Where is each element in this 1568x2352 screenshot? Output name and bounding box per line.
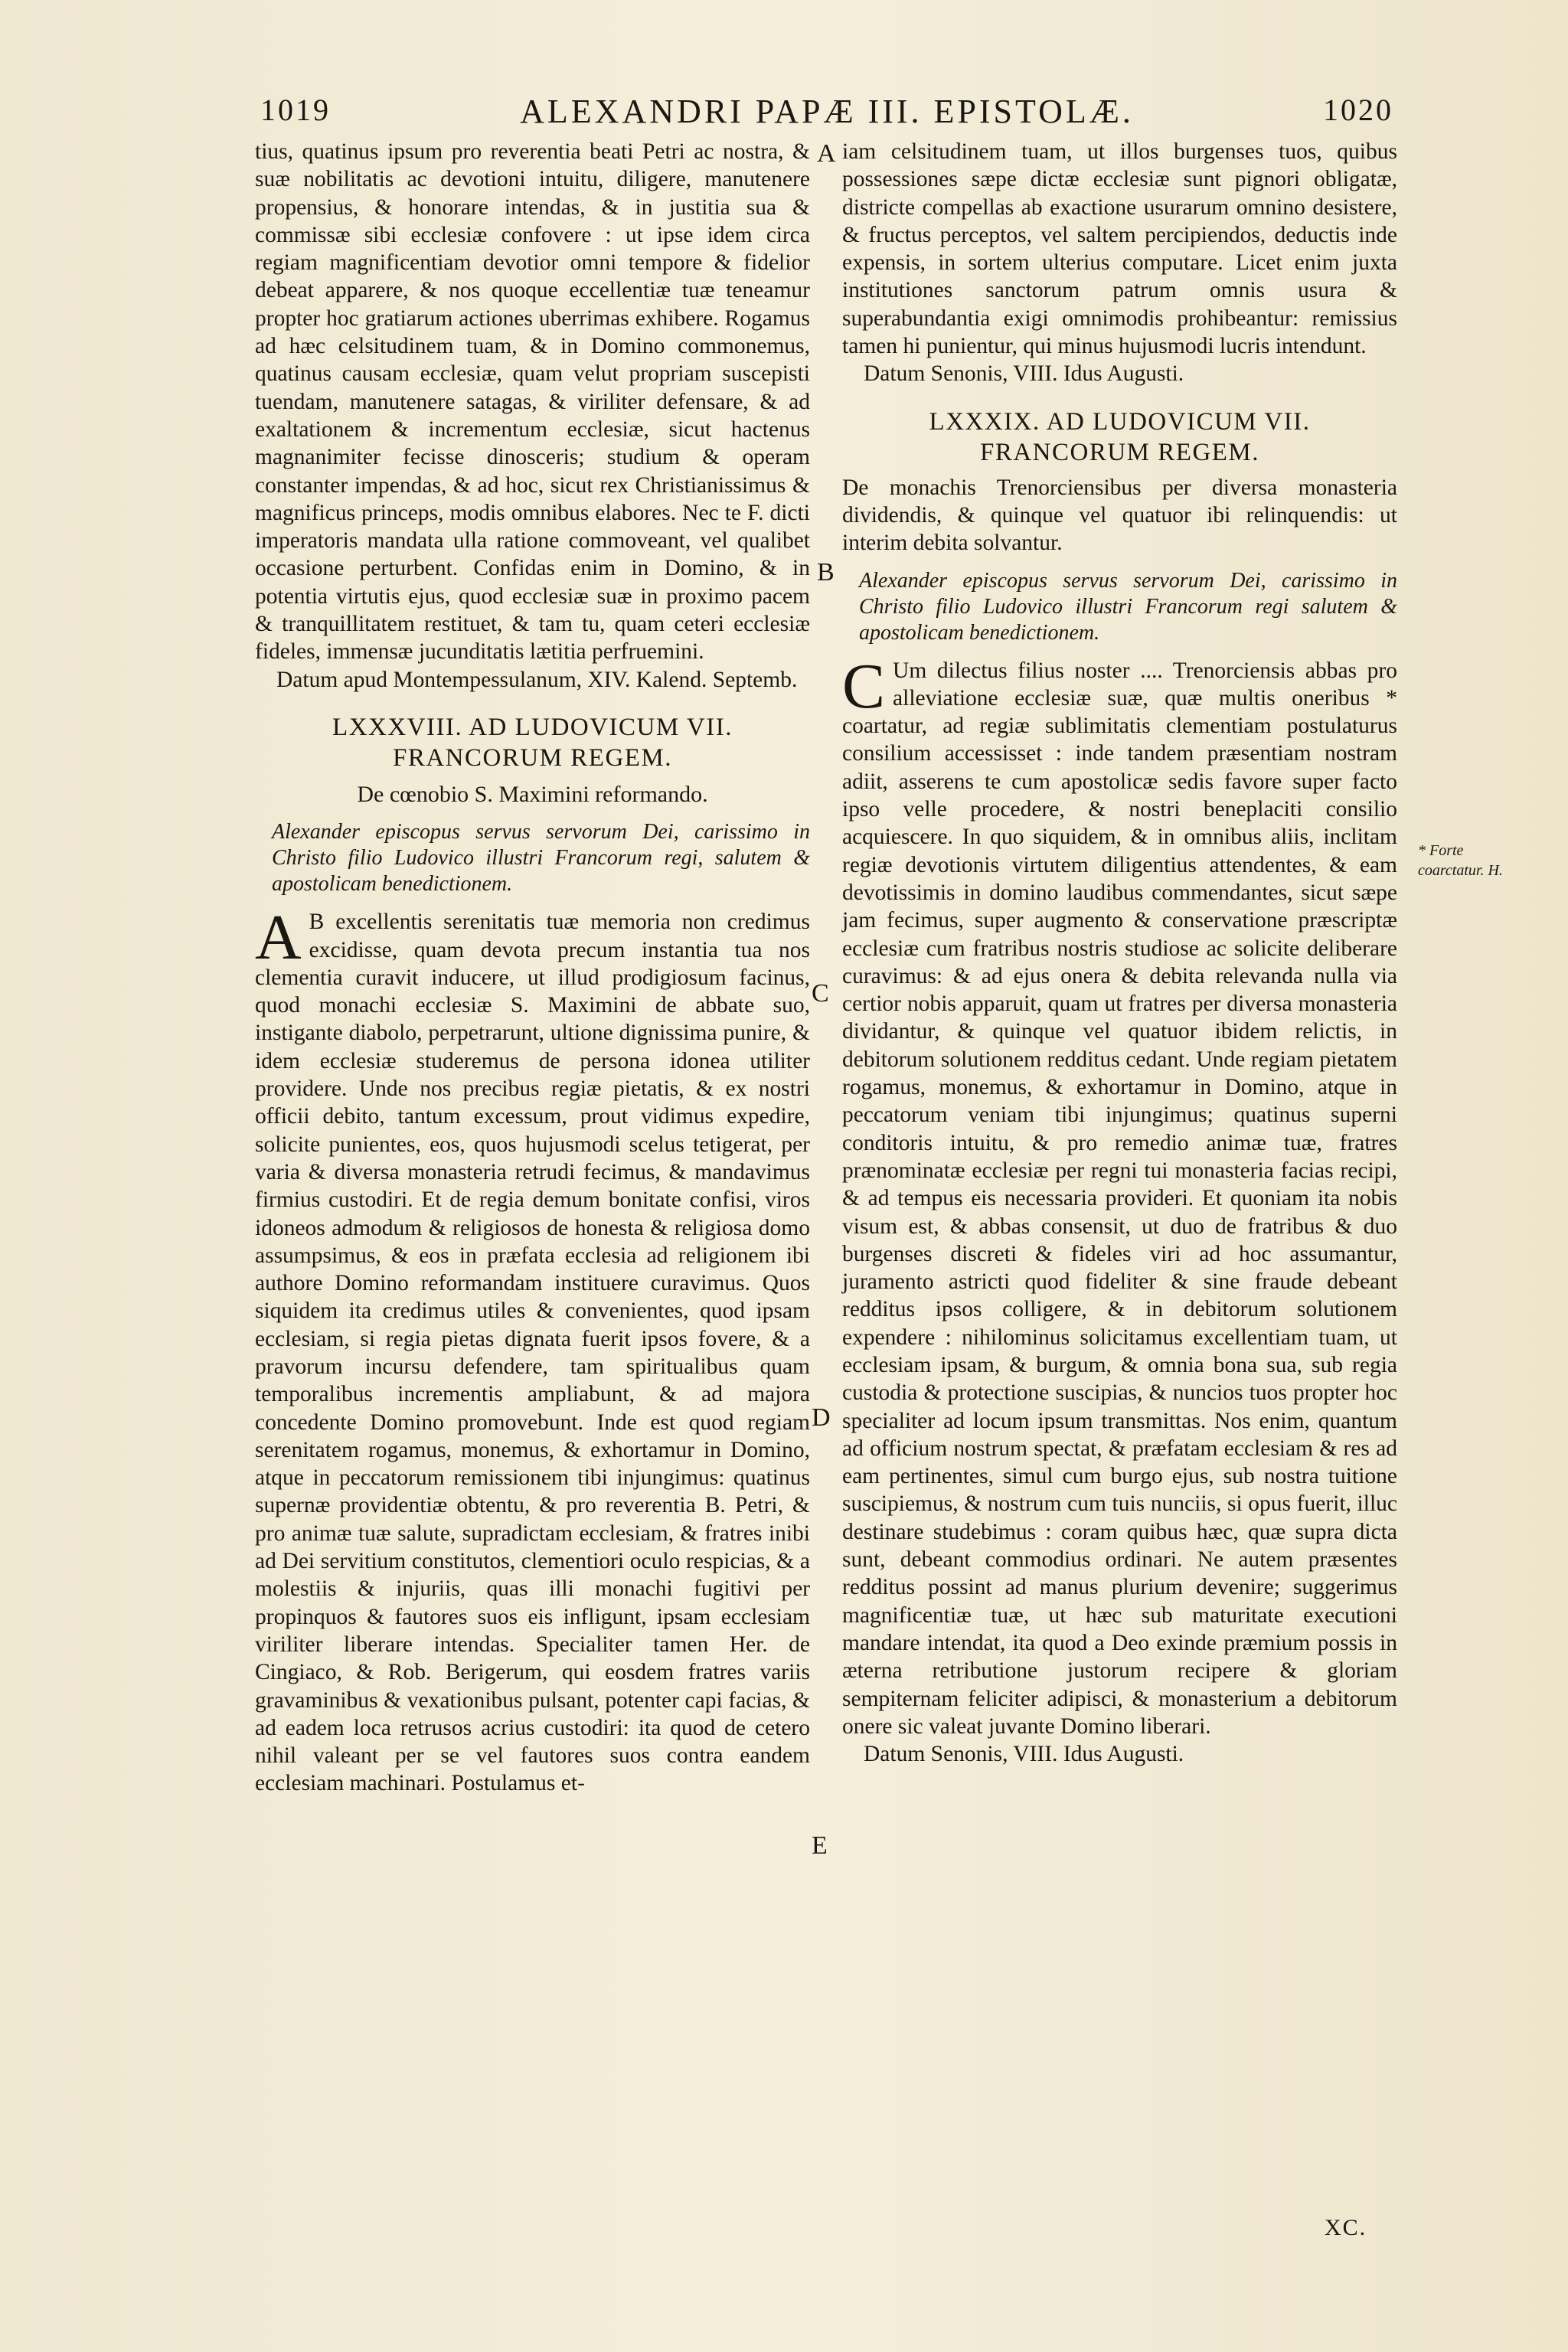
- letter-address: Alexander episcopus servus servorum Dei, carissimo in Christo filio Ludovico illustri Francorum regi salutem & apostolicam benedictionem.: [859, 568, 1397, 645]
- letter-address: Alexander episcopus servus servorum Dei, carissimo in Christo filio Ludovico illustri Francorum regi, salutem & apostolicam benedictionem.: [272, 820, 810, 897]
- page-number-left: 1019: [260, 93, 331, 127]
- letter-continuation-text: tius, quatinus ipsum pro reverentia beati Petri ac nostra, & suæ nobilitatis ac devotioni intuitu, diligere, manutenere propensius, & honorare intendas, & in justitia sua & commissæ sibi ecclesiæ confovere : ut ipse idem circa regiam magnificentiam devotior omni tempore & fidelior debeat apparere, & nos quoque eccellentiæ tuæ teneamur propter hoc gratiarum actiones uberrimas exhibere. Rogamus ad hæc celsitudinem tuam, & in Domino commonemus, quatinus causam ecclesiæ, quam velut propriam suscepisti tuendam, manutenere satagas, & viriliter defensare, & ad exaltationem & incrementum ecclesiæ, sicut hactenus magnanimiter fecisse dinosceris; studium & operam constanter impendas, & ad hoc, sicut rex Christianissimus & magnificus princeps, modis omnibus elabores. Nec te F. dicti imperatoris mandata ulla ratione commoveant, vel qualibet occasione perturbent. Confidas enim in Domino, & in potentia virtutis ejus, quod ecclesiæ suæ in proximo pacem & tranquillitatem restituet, & tam tu, quam ceteri ecclesiæ fideles, immensæ jucunditatis lætitia perfruemini.: [255, 139, 810, 665]
- margin-letter-d: D: [812, 1403, 831, 1432]
- margin-letter-b: B: [817, 558, 835, 586]
- letter-continuation-text: iam celsitudinem tuam, ut illos burgenses tuos, quibus possessiones sæpe dictæ ecclesiæ sunt pignori obligatæ, districte compellas ab exactione usurarum omnino desistere, & fructus perceptos, vel saltem percipiendos, deductis inde expensis, in sortem ulterius computare. Licet enim juxta institutiones sanctorum patrum omnis usura & superabundantia exigi omnimodis prohibeantur: remissius tamen hi punientur, qui minus hujusmodi lucris intendunt.: [842, 139, 1397, 359]
- right-column: [842, 138, 1397, 1768]
- letter-body: [842, 650, 1397, 1741]
- letter-summary: De monachis Trenorciensibus per diversa monasteria dividendis, & quinque vel quatuor ibi relinquendis: ut interim debita solvantur.: [842, 475, 1397, 556]
- page-number-right: 1020: [1323, 93, 1393, 127]
- left-column: [255, 138, 810, 1798]
- datum-line: Datum apud Montempessulanum, XIV. Kalend. Septemb.: [276, 667, 798, 692]
- drop-cap: A: [255, 902, 302, 974]
- letter-body-text: B excellentis serenitatis tuæ memoria non credimus excidisse, quam devota precum instantia tua nos clementia curavit inducere, ut illud prodigiosum facinus, quod monachi ecclesiæ S. Maximini de abbate suo, instigante diabolo, perpetrarunt, ultione dignissima punire, & idem ecclesiæ studeremus de persona idonea utiliter providere. Unde nos precibus regiæ pietatis, & ex nostri officii debito, tantum excessum, prout vidimus expedire, solicite punientes, eos, quos hujusmodi scelus tetigerat, per varia & diversa monasteria retrudi fecimus, & mandavimus firmius custodiri. Et de regia demum bonitate confisi, viros idoneos admodum & religiosos de honesta & religiosa domo assumpsimus, & eos in præfata ecclesia ad religionem ibi authore Domino reformandam instituere curavimus. Quos siquidem ita credimus utiles & convenientes, quod ipsam ecclesiam, si regia pietas dignata fuerit ipsos fovere, & a pravorum incursu defendere, tam spiritualibus quam temporalibus incrementis ampliabunt, & ad majora concedente Domino promovebunt. Inde est quod regiam serenitatem rogamus, monemus, & exhortamur in Domino, atque in peccatorum remissionem tibi injungimus: quatinus supernæ providentiæ obtentu, & pro reverentia B. Petri, & pro animæ tuæ salute, supradictam ecclesiam, & fratres inibi ad Dei servitium constitutos, clementiori oculo respicias, & a molestiis & injuriis, quas illi monachi fugitivi per propinquos & fautores suos eis infligunt, ipsam ecclesiam viriliter liberare intendas. Specialiter tamen Her. de Cingiaco, & Rob. Berigerum, qui eosdem fratres variis gravaminibus & vexationibus pulsant, potenter capi facias, & ad eadem loca retrusos acrius custodiri: ita quod de cetero nihil valeant per se vel fautores suos contra eandem ecclesiam machinari. Postulamus et-: [255, 910, 810, 1796]
- margin-letter-e: E: [812, 1831, 828, 1860]
- datum-line: Datum Senonis, VIII. Idus Augusti.: [864, 361, 1184, 387]
- letter-body: [255, 902, 810, 1798]
- drop-cap: C: [842, 650, 886, 722]
- datum-line: Datum Senonis, VIII. Idus Augusti.: [864, 1742, 1184, 1767]
- letter-heading: LXXXIX. AD LUDOVICUM VII. FRANCORUM REGEM.: [929, 407, 1311, 466]
- page-header: [253, 92, 1401, 138]
- signature-mark: XC.: [1325, 2215, 1367, 2240]
- margin-letter-a: A: [817, 139, 836, 168]
- letter-subject: De cœnobio S. Maximini reformando.: [357, 781, 708, 807]
- letter-heading: LXXXVIII. AD LUDOVICUM VII. FRANCORUM REGEM.: [332, 713, 733, 772]
- letter-body-text: Um dilectus filius noster .... Trenorciensis abbas pro alleviatione ecclesiæ suæ, quæ multis oneribus * coartatur, ad regiæ sublimitatis clementiam postulaturus consilium accessisset : inde tandem præsentiam nostram adiit, asserens te cum apostolicæ sedis favore super facto ipso velle procedere, & nostri beneplaciti consilio acquiescere. In quo siquidem, & in omnibus aliis, inclitam regiæ devotionis virtutem diligentius attendentes, & eam devotissimis in domino laudibus commendantes, sicut sæpe jam fecimus, super augmento & conservatione præscriptæ ecclesiæ cum fratribus nostris studiose ac solicite deliberare curavimus: & ad ejus onera & debita relevanda nulla via certior nobis apparuit, quam ut fratres per diversa monasteria dividantur, & quinque vel quatuor ibidem relictis, in debitorum solutionem redditus cedant. Unde regiam pietatem rogamus, monemus, & exhortamur in Domino, atque in peccatorum veniam tibi injungimus; quatinus superni conditoris intuitu, & pro remedio animæ tuæ, fratres prænominatæ ecclesiæ per regni tui monasteria facias recipi, & ad tempus eis necessaria provideri. Et quoniam ita nobis visum est, & abbas consensit, ut duo de fratribus & duo burgenses discreti & fideles viri ad hoc assumantur, juramento astricti quod fideliter & sine fraude debeant redditus ipsos colligere, & in debitorum solutionem expendere : nihilominus solicitamus excellentiam tuam, ut ecclesiam ipsam, & burgum, & omnia bona sua, sub regia custodia & protectione suscipias, & nuncios tuos propter hoc specialiter ad locum ipsum transmittas. Nos enim, quantum ad officium nostrum spectat, & præfatam ecclesiam & res ad eam pertinentes, simul cum burgo ejus, sub nostra tuitione suscipiemus, & nostrum cum tuis nunciis, si opus fuerit, illuc destinare studebimus : coram quibus hæc, quæ supra dicta sunt, debeant commodius ordinari. Ne autem præsentes redditus possint ad manus plurium devenire; suggerimus magnificentiæ tuæ, ut hæc sub maturitate executioni mandare intendat, ita quod a Deo exinde præmium possis in æterna retributione justorum recipere & gloriam sempiternam feliciter adipisci, & monasterium a debitorum onere sic valeat juvante Domino liberari.: [842, 658, 1397, 1739]
- margin-letter-c: C: [812, 979, 829, 1008]
- margin-note: * Forte coarctatur. H.: [1418, 842, 1503, 879]
- running-title: ALEXANDRI PAPÆ III. EPISTOLÆ.: [520, 93, 1134, 130]
